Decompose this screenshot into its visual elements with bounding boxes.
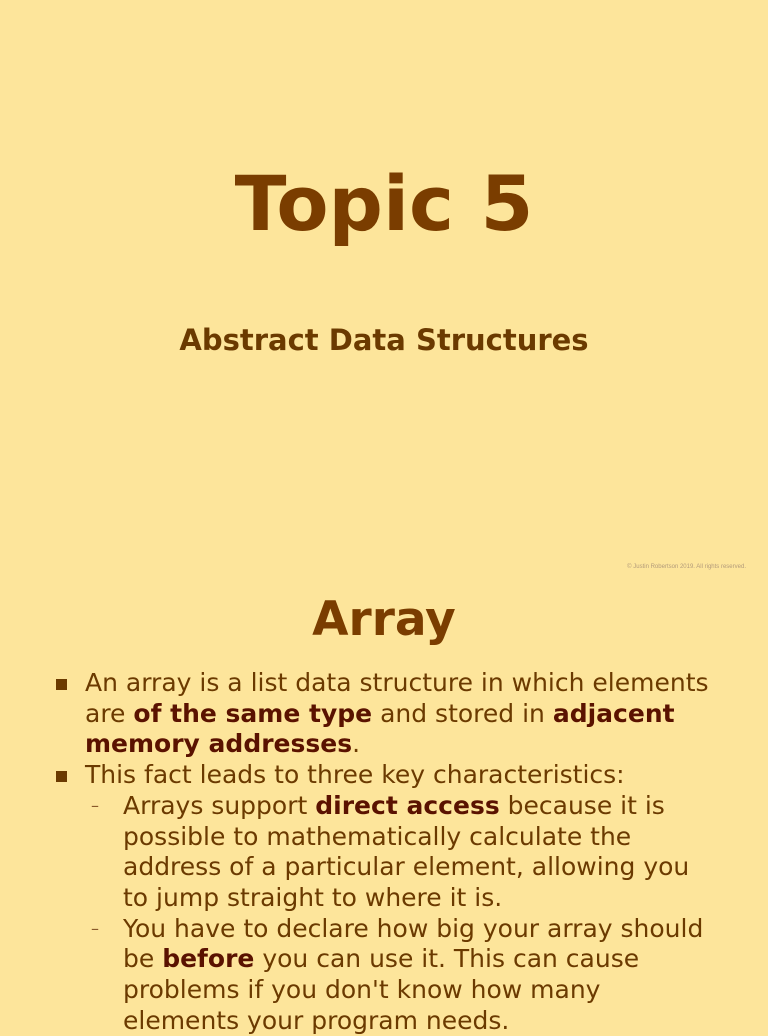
bullet-text: An array is a list data structure in which elements are xyxy=(85,668,709,728)
dash-bullet-icon: – xyxy=(91,918,99,938)
dash-bullet-icon: – xyxy=(91,795,99,815)
square-bullet-icon xyxy=(56,771,67,782)
bullet-text: and stored in xyxy=(372,698,553,728)
bullet-item xyxy=(0,668,768,760)
bullet-emphasis: of the same type xyxy=(133,698,373,728)
sub-bullet-emphasis: direct access xyxy=(315,790,500,820)
sub-bullet-text: you can use it. This can cause problems if you don't know how many elements your program needs. xyxy=(123,944,640,1035)
sub-bullet-item xyxy=(0,791,738,914)
bullet-text: This fact leads to three key characteristics: xyxy=(85,760,625,790)
copyright-notice: © Justin Robertson 2019. All rights reserved. xyxy=(627,564,746,570)
bullet-list xyxy=(0,668,768,1036)
sub-bullet-emphasis: before xyxy=(162,944,255,974)
sub-bullet-text: Arrays support xyxy=(123,790,316,820)
bullet-item xyxy=(0,760,768,1036)
sub-bullet-item xyxy=(0,914,738,1036)
slide-title: Array xyxy=(312,592,456,647)
sub-bullet-list xyxy=(85,791,738,1036)
slide-title: Topic 5 xyxy=(234,159,534,248)
bullet-emphasis: adjacent memory addresses xyxy=(85,698,675,759)
bullet-text: . xyxy=(352,729,361,759)
sub-bullet-text: You have to declare how big your array should be xyxy=(123,913,704,974)
slide-subtitle: Abstract Data Structures xyxy=(179,323,589,357)
square-bullet-icon xyxy=(56,679,67,690)
sub-bullet-text: because it is possible to mathematically calculate the address of a particular element, allowing you to jump straight to where it is. xyxy=(123,790,690,912)
